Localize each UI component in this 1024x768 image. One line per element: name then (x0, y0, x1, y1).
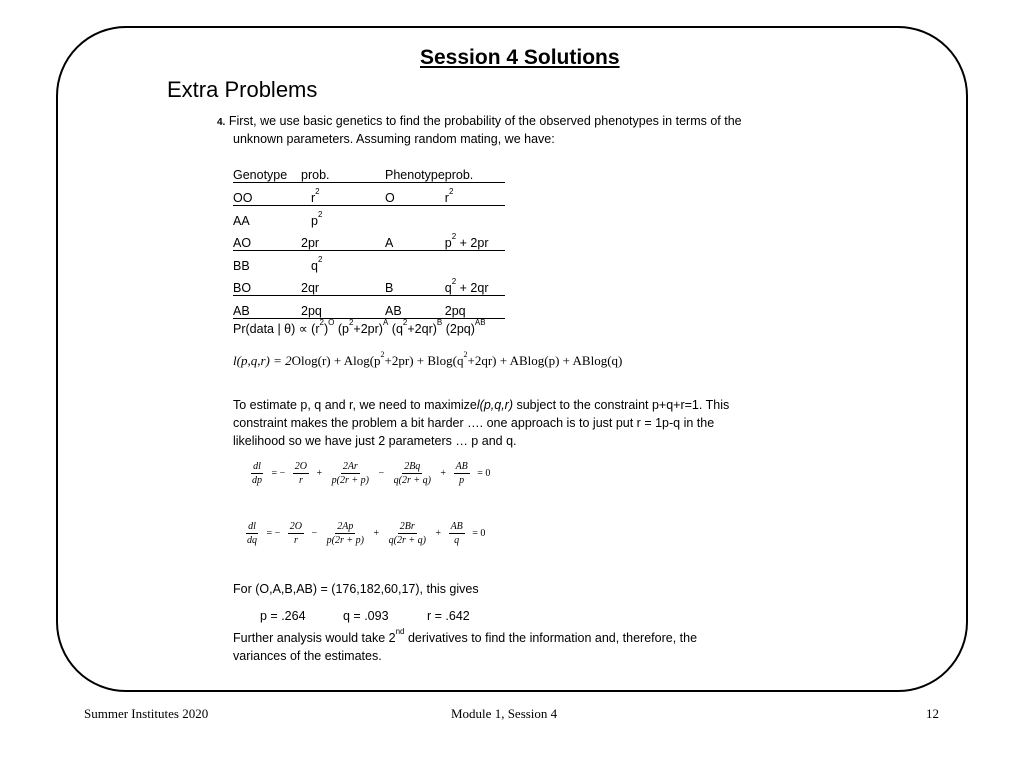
row-genotype: BO (233, 273, 301, 296)
further-analysis-line-1 (233, 629, 697, 649)
eq-den: dq (247, 535, 257, 546)
pr-text: (2pq) (445, 322, 475, 336)
problem-intro (217, 112, 742, 132)
results-intro: For (O,A,B,AB) = (176,182,60,17), this gives (233, 582, 479, 596)
result-q: q = .093 (343, 609, 389, 623)
header-prob: prob. (301, 160, 385, 183)
table-row (233, 183, 505, 206)
loglik-sup: 2 (380, 350, 385, 359)
estimate-text: subject to the constraint p+q+r=1. This (513, 398, 730, 412)
row-prob: p (311, 214, 318, 228)
row-genotype: BB (233, 259, 250, 273)
estimate-italic: l(p,q,r) (476, 398, 513, 412)
row-genotype: OO (233, 183, 301, 206)
eq-num: 2Ap (337, 521, 354, 532)
estimate-line-2: constraint makes the problem a bit harder …. one approach is to just put r = 1p-q in the (233, 416, 715, 430)
eq-rhs: = 0 (472, 527, 486, 539)
header-pheno-prob: prob. (445, 160, 505, 183)
genotype-table (233, 160, 505, 319)
row-prob: 2pq (301, 304, 322, 318)
derivative-equation-q (243, 520, 488, 547)
eq-num: 2Ar (342, 461, 358, 472)
eq-den: r (293, 535, 298, 546)
header-genotype: Genotype (233, 160, 301, 183)
pr-sup: A (382, 318, 389, 327)
pr-text: (q (391, 322, 403, 336)
eq-den: dp (252, 475, 262, 486)
eq-op: − (378, 467, 385, 479)
result-r: r = .642 (427, 609, 470, 623)
slide-subtitle: Extra Problems (167, 77, 318, 102)
eq-num: 2O (294, 461, 308, 472)
result-p: p = .264 (260, 609, 306, 623)
intro-line-1: First, we use basic genetics to find the probability of the observed phenotypes in terms of the (228, 114, 742, 128)
loglik-text: +2pr) + Blog(q (384, 353, 464, 368)
loglik-lhs: l(p,q,r) = 2 (233, 353, 292, 368)
eq-op: = − (271, 467, 286, 479)
log-likelihood (233, 350, 623, 369)
row-prob: 2qr (301, 281, 320, 295)
row-prob-sup: 2 (315, 187, 320, 196)
header-phenotype: Phenotype (385, 160, 445, 183)
pr-text: +2qr) (407, 322, 437, 336)
table-row (233, 228, 505, 251)
footer-left: Summer Institutes 2020 (84, 706, 209, 721)
row-phenotype: A (385, 228, 445, 251)
table-header-row (233, 160, 505, 183)
loglik-text: Olog(r) + Alog(p (291, 353, 381, 368)
eq-op: = − (266, 527, 281, 539)
eq-num: 2Bq (404, 461, 421, 472)
row-pheno-prob: r (444, 191, 449, 205)
derivative-equation-p (248, 460, 493, 487)
row-pheno-rest: + 2pr (456, 236, 489, 250)
row-prob: 2pr (301, 236, 320, 250)
further-analysis-line-2: variances of the estimates. (233, 649, 382, 663)
row-pheno-sup: 2 (448, 187, 454, 196)
row-pheno-prob: q (444, 281, 452, 295)
row-phenotype: AB (385, 296, 445, 319)
pr-sup: 2 (348, 318, 354, 327)
row-phenotype (385, 206, 445, 229)
further-text: derivatives to find the information and, therefore, the (404, 631, 698, 645)
pr-sup: AB (474, 318, 486, 327)
eq-den: r (298, 475, 303, 486)
loglik-text: +2qr) + ABlog(p) + ABlog(q) (467, 353, 623, 368)
eq-op: + (440, 467, 447, 479)
row-genotype: AO (233, 228, 301, 251)
table-row (233, 273, 505, 296)
row-pheno-prob: 2pq (444, 304, 466, 318)
pr-close: ) (323, 322, 329, 336)
eq-den: q(2r + q) (393, 475, 431, 486)
eq-op: + (373, 527, 380, 539)
eq-den: p(2r + p) (326, 535, 364, 546)
row-pheno-rest: + 2qr (456, 281, 489, 295)
row-prob: r (311, 191, 316, 205)
eq-num: AB (455, 461, 468, 472)
row-genotype: AA (233, 214, 250, 228)
eq-den: p(2r + p) (331, 475, 369, 486)
row-prob-sup: 2 (317, 255, 323, 264)
pr-sup: 2 (319, 318, 324, 327)
eq-num: dl (248, 521, 256, 532)
row-pheno-prob: p (444, 236, 452, 250)
intro-line-2: unknown parameters. Assuming random mating, we have: (233, 132, 555, 146)
likelihood-proportional (233, 320, 486, 340)
eq-op: + (316, 467, 323, 479)
eq-den: p (459, 475, 465, 486)
eq-num: AB (450, 521, 463, 532)
table-row (233, 251, 505, 274)
pr-sup: 2 (402, 318, 408, 327)
loglik-sup: 2 (463, 350, 468, 359)
slide-title: Session 4 Solutions (420, 46, 620, 69)
row-pheno-sup: 2 (451, 232, 457, 241)
row-phenotype (385, 251, 445, 274)
eq-den: q(2r + q) (388, 535, 426, 546)
estimate-paragraph (233, 396, 773, 450)
row-phenotype: O (385, 183, 445, 206)
estimate-text: To estimate p, q and r, we need to maximize (233, 398, 477, 412)
row-prob-sup: 2 (317, 210, 323, 219)
pr-sup: O (328, 318, 335, 327)
further-text: Further analysis would take 2 (233, 631, 396, 645)
eq-num: dl (253, 461, 261, 472)
footer-center: Module 1, Session 4 (451, 706, 558, 721)
eq-den: q (454, 535, 460, 546)
pr-sup: B (436, 318, 443, 327)
table-row (233, 296, 505, 319)
estimate-line-3: likelihood so we have just 2 parameters … p and q. (233, 434, 517, 448)
pr-text: +2pr) (353, 322, 383, 336)
pr-text: (p (337, 322, 349, 336)
eq-op: + (435, 527, 442, 539)
row-pheno-sup: 2 (451, 277, 457, 286)
eq-op: − (311, 527, 318, 539)
table-row (233, 206, 505, 229)
eq-rhs: = 0 (477, 467, 491, 479)
row-phenotype: B (385, 273, 445, 296)
row-prob: q (311, 259, 318, 273)
row-genotype: AB (233, 296, 301, 319)
pr-data-text: Pr(data | θ) ∝ (r (233, 322, 320, 336)
page-number: 12 (926, 706, 939, 721)
eq-num: 2O (289, 521, 303, 532)
problem-number: 4. (217, 117, 226, 128)
eq-num: 2Br (399, 521, 415, 532)
further-sup: nd (395, 627, 405, 636)
